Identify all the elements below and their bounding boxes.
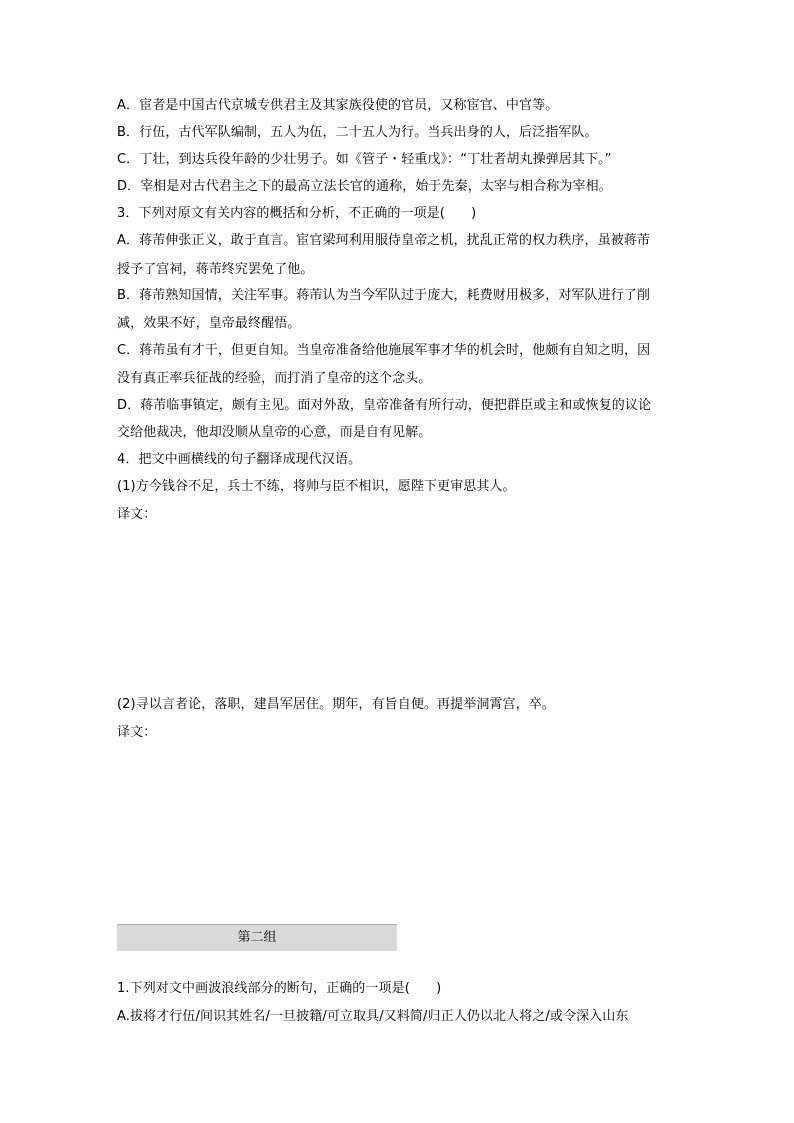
option-d: D．宰相是对古代君主之下的最高立法长官的通称，始于先秦，太宰与相合称为宰相。 [117,179,612,194]
group-title: 第二组 [237,930,277,945]
q3-option-c-line1: C．蒋芾虽有才干，但更自知。当皇帝准备给他施展军事才华的机会时，他颇有自知之明，因 [117,343,651,358]
q3-option-b-line1: B．蒋芾熟知国情，关注军事。蒋芾认为当今军队过于庞大，耗费财用极多，对军队进行了削 [117,288,651,303]
q3-option-d-line1: D．蒋芾临事镇定，颇有主见。面对外敌，皇帝准备有所行动，便把群臣或主和或恢复的议论 [117,398,652,413]
q3-option-c-line2: 没有真正率兵征战的经验，而打消了皇帝的这个念头。 [117,371,432,386]
q3-option-a-line2: 授予了宫祠，蒋芾终究罢免了他。 [117,262,314,277]
question-3-stem: 3．下列对原文有关内容的概括和分析，不正确的一项是( ) [117,206,477,221]
option-a: A．宦者是中国古代京城专供君主及其家族役使的官员，又称宦官、中官等。 [117,98,559,113]
option-c: C．丁壮，到达兵役年龄的少壮男子。如《管子・轻重戊》：“丁壮者胡丸操弹居其下。” [117,152,612,167]
option-b: B．行伍，古代军队编制，五人为伍，二十五人为行。当兵出身的人，后泛指军队。 [117,125,598,140]
q4-translation-label-1: 译文： [117,507,157,522]
q4-sentence-2: (2)寻以言者论，落职，建昌军居住。期年，有旨自便。再提举洞霄宫，卒。 [117,697,555,712]
part2-q1-option-a: A.拔将才行伍/间识其姓名/一旦披籍/可立取具/又料简/归正人仍以北人将之/或令深入山东 [117,1009,629,1024]
q3-option-a-line1: A．蒋芾伸张正义，敢于直言。宦官梁珂利用服侍皇帝之机，扰乱正常的权力秩序，虽被蒋芾 [117,233,650,248]
question-4-stem: 4．把文中画横线的句子翻译成现代汉语。 [117,452,362,467]
q4-sentence-1: (1)方今钱谷不足，兵士不练，将帅与臣不相识，愿陛下更审思其人。 [117,479,516,494]
q3-option-d-line2: 交给他裁决，他却没顺从皇帝的心意，而是自有见解。 [117,425,432,440]
part2-question-1-stem: 1.下列对文中画波浪线部分的断句，正确的一项是( ) [117,981,442,996]
q4-translation-label-2: 译文： [117,725,157,740]
q3-option-b-line2: 减，效果不好，皇帝最终醒悟。 [117,316,301,331]
